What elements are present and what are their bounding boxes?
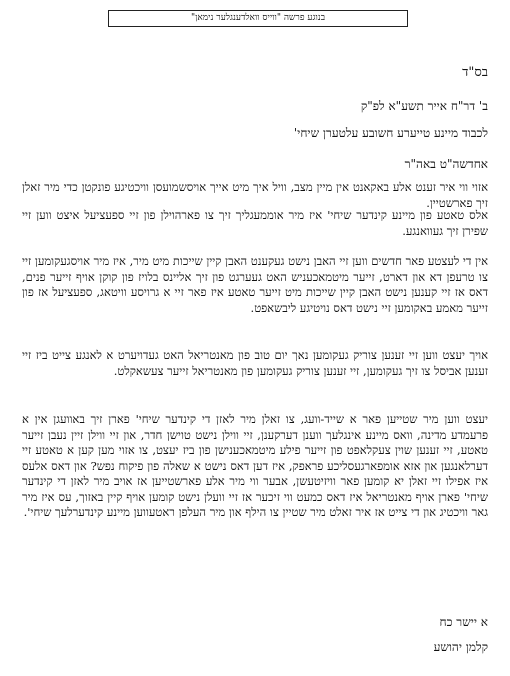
address-line: לכבוד מיינע טייערע חשובע עלטערן שיחי' bbox=[293, 126, 488, 140]
bsd-heading: בס"ד bbox=[462, 65, 488, 80]
body-paragraph: אויך יעצט ווען זיי זענען צוריק געקומען נאך יום טוב פון מאנטריאל האט געדויערט א לאנגע צייט ביז זיי זענען אביסל צו זיך געקומען, זיי זענען צוריק געקומען פון מאנטריאל זייער צעשאקלט. bbox=[22, 348, 488, 378]
date-line: ב' דר"ח אייר תשע"א לפ"ק bbox=[360, 99, 488, 113]
subject-header-box: בנוגע פרשה "ווייס וואלדענגלער נימאן" bbox=[108, 10, 408, 27]
greeting-line: אחדשה"ט באה"ר bbox=[404, 157, 488, 171]
body-paragraph: אלס טאטע פון מיינע קינדער שיחי' איז מיר אוממעגליך זיך צו פארהוילן פון זיי ספעציעל איצט ווען זיי שפירן זיך געוואנגע. bbox=[22, 208, 488, 238]
closing-line: א יישר כח bbox=[439, 615, 488, 629]
body-paragraph: יעצט ווען מיר שטייען פאר א שייד-וועג, צו זאלן מיר לאזן די קינדער שיחי' פארן זיך באוועגן אין א פרעמדע מדינה, וואס מיינע אינגלעך ווענן דערקענן, זיי ווילן נישט טוישן חדר, און זיי ווילן זיין נעבן זייער טאטע, זיי זענען שוין צעקלאפט פון זייער פילע מיטמאכענישן פון ביז יעצט, צו אזוי מען קען א טאטע זיי דערלאנגען און אזא אומפארגעסליכע פראפק, איז דען דאס נישט א שאלה פון פיקוח נפש? און דאס אלעס איז אפילו זיי זאלן יא קומען פאר וויזיטעשן, אבער ווי מיר אלע פארשטייען אז אויב מיר לאזן די קינדער שיחי' פארן אויף מאנטריאל איז דאס כמעט ווי זיכער אז זיי וועלן נישט קומען אויף קיין באזוך, עס איז מיר גאר וויכטיג און די צייט אז איר זאלט מיר שטיין צו הילף און מיר העלפן ראטעווען מיינע קינדערלעך שיחי'. bbox=[22, 412, 488, 519]
body-paragraph: אין די לעצטע פאר חדשים ווען זיי האבן נישט געקענט האבן קיין שייכות מיט מיר, איז מיר אויסגעקומען זיי צו טרעפן דא און דארט, זייער מיטמאכעניש האט געערגט פון זיך אליינס בלויז פון קוקן אויף זייער פנים, דאס אז זיי קענען נישט האבן קיין שייכות מיט זייער טאטע איז פאר זיי א גרויסע וויטאג, ספעציעל אז פון זייער מאמע באקומען זיי נישט דאס נויטיגע ליבשאפט. bbox=[22, 254, 488, 315]
body-paragraph: אזוי ווי איר זענט אלע באקאנט אין מיין מצב, וויל איך מיט אייך אויסשמועסן וויכטיגע פונקטן כדי מיר זאלן זיך פארשטיין. bbox=[22, 180, 488, 210]
signature-line: קלמן יהושע bbox=[433, 640, 488, 654]
